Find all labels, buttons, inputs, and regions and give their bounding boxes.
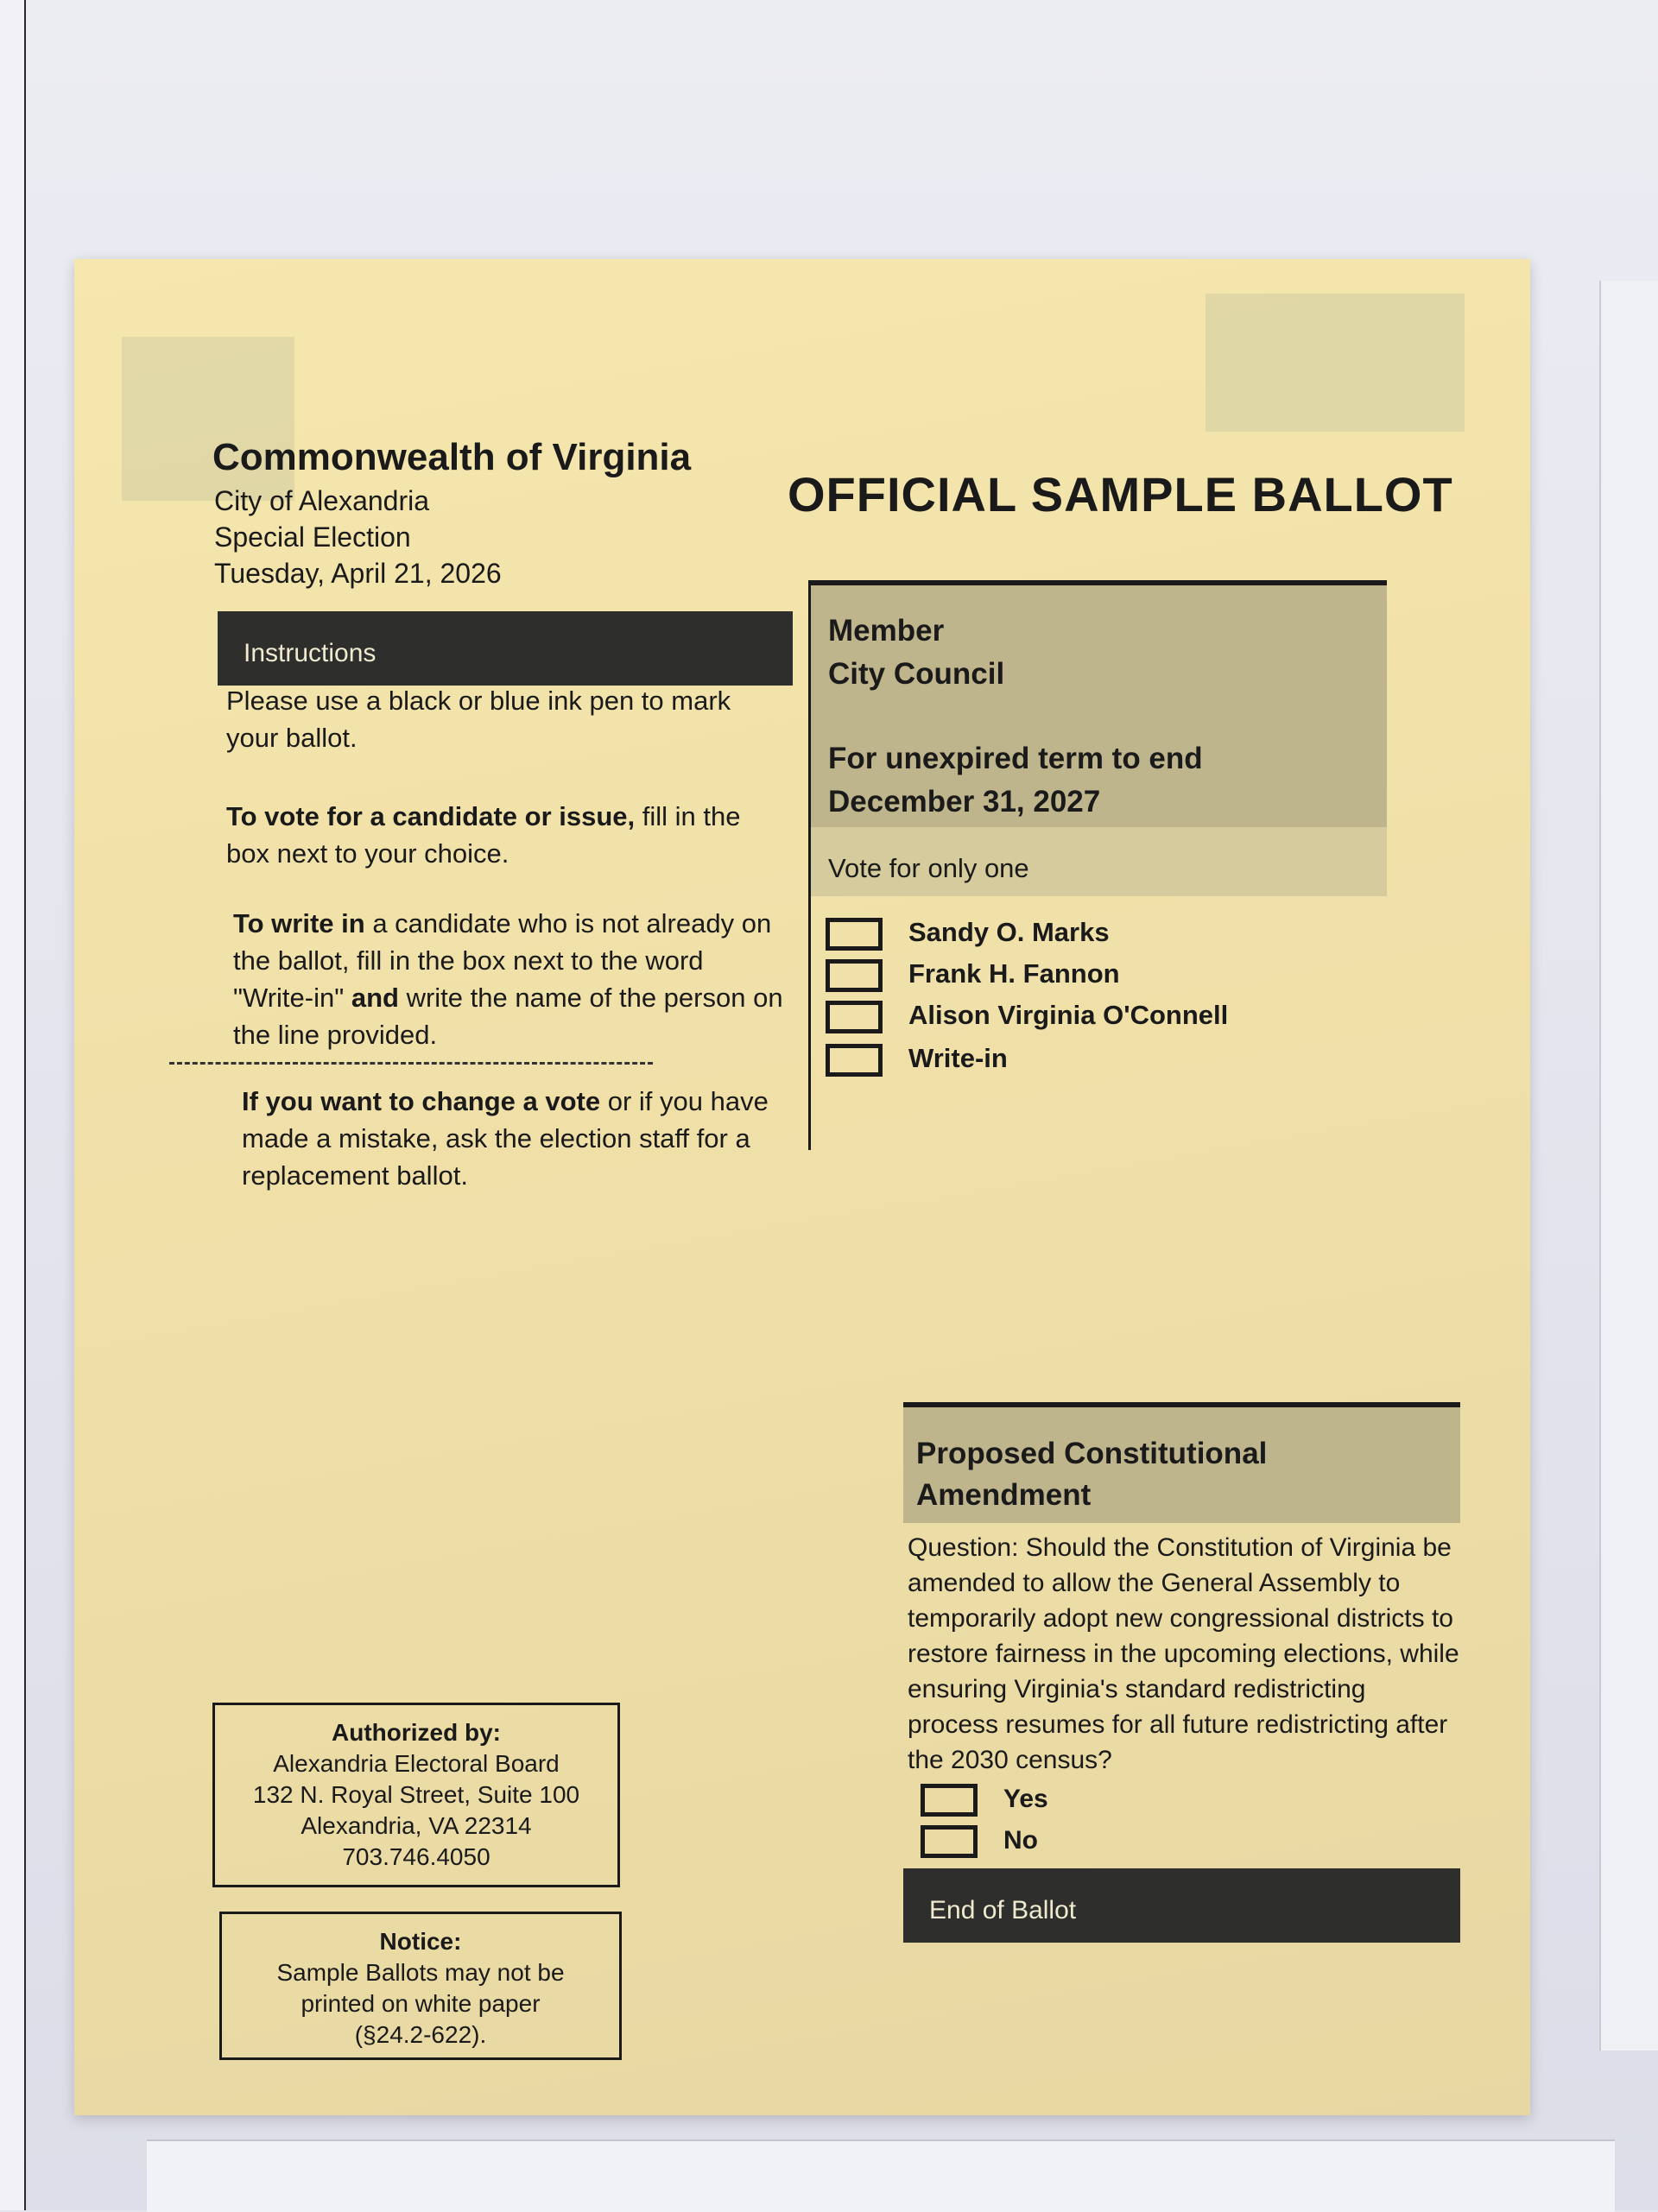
authorized-by-box xyxy=(212,1703,620,1887)
candidate-option[interactable] xyxy=(826,958,1120,993)
checkbox[interactable] xyxy=(826,1044,883,1077)
checkbox[interactable] xyxy=(826,959,883,992)
amendment-question: Question: Should the Constitution of Virginia be amended to allow the General Assembly to temporarily adopt new congressional districts to restore fairness in the upcoming elections, while ensuring Virginia's standard redistricting process resumes for all future redistricting after the 2030 census? xyxy=(908,1533,1459,1774)
adjacent-paper-left xyxy=(0,0,26,2210)
instruction-vote-text: fill in the box next to your choice. xyxy=(226,801,741,869)
candidate-name: Sandy O. Marks xyxy=(908,917,1110,947)
election-type: Special Election xyxy=(214,521,411,553)
term-line2: December 31, 2027 xyxy=(828,785,1101,818)
authorized-line: Alexandria Electoral Board xyxy=(273,1750,560,1777)
option-label: Yes xyxy=(1003,1784,1048,1813)
option-label: No xyxy=(1003,1825,1038,1855)
authorized-line: 132 N. Royal Street, Suite 100 xyxy=(252,1781,580,1808)
notice-line: printed on white paper xyxy=(301,1990,541,2017)
instruction-change xyxy=(242,1083,794,1194)
checkbox[interactable] xyxy=(921,1784,978,1817)
contest-heading xyxy=(811,585,1387,827)
instruction-writein xyxy=(233,905,786,1053)
amendment-heading xyxy=(903,1407,1460,1523)
authorized-line: 703.746.4050 xyxy=(342,1843,490,1870)
state-title: Commonwealth of Virginia xyxy=(212,436,692,478)
authorized-line: Alexandria, VA 22314 xyxy=(301,1812,532,1839)
checkbox[interactable] xyxy=(826,1001,883,1033)
checkbox[interactable] xyxy=(921,1825,978,1858)
candidate-name: Frank H. Fannon xyxy=(908,958,1120,989)
adjacent-paper-right xyxy=(1599,281,1658,2051)
office-title-line1: Member xyxy=(828,614,945,648)
instruction-change-bold: If you want to change a vote xyxy=(242,1086,601,1116)
candidate-option[interactable] xyxy=(826,1000,1228,1034)
instruction-writein-rest: write the name of the person on the line provided. xyxy=(233,983,783,1050)
sample-ballot-sheet xyxy=(74,259,1530,2115)
instructions-heading: Instructions xyxy=(218,611,793,686)
write-in-line[interactable] xyxy=(169,1062,653,1065)
adjacent-paper-bottom xyxy=(147,2139,1615,2212)
candidate-name: Write-in xyxy=(908,1043,1008,1073)
city-name: City of Alexandria xyxy=(214,485,430,516)
election-date: Tuesday, April 21, 2026 xyxy=(214,558,502,589)
vote-instruction: Vote for only one xyxy=(811,827,1387,896)
notice-line: Sample Ballots may not be xyxy=(276,1959,565,1986)
ballot-title: OFFICIAL SAMPLE BALLOT xyxy=(788,467,1453,521)
candidate-option[interactable] xyxy=(826,1043,1008,1078)
instruction-vote-bold: To vote for a candidate or issue, xyxy=(226,801,636,831)
tape-mark xyxy=(1206,294,1465,432)
instruction-pen-text: Please use a black or blue ink pen to mark your ballot. xyxy=(226,686,731,753)
office-title-line2: City Council xyxy=(828,657,1005,691)
checkbox[interactable] xyxy=(826,918,883,951)
notice-box xyxy=(219,1912,622,2060)
instruction-vote xyxy=(226,798,779,872)
amendment-heading-line2: Amendment xyxy=(916,1478,1092,1512)
authorized-heading: Authorized by: xyxy=(332,1719,501,1746)
candidate-name: Alison Virginia O'Connell xyxy=(908,1000,1229,1030)
instruction-writein-text: a candidate who is not already on the ballot, fill in the box next to the word "Write-in" xyxy=(233,908,772,1013)
amendment-heading-line1: Proposed Constitutional xyxy=(916,1437,1268,1470)
instruction-pen xyxy=(226,682,779,756)
amendment-option[interactable] xyxy=(921,1784,1048,1817)
end-of-ballot-bar: End of Ballot xyxy=(903,1868,1460,1943)
notice-line: (§24.2-622). xyxy=(354,2021,487,2048)
instruction-writein-and: and xyxy=(351,983,399,1013)
candidate-option[interactable] xyxy=(826,917,1110,951)
amendment-option[interactable] xyxy=(921,1825,1038,1858)
term-line1: For unexpired term to end xyxy=(828,742,1203,775)
instruction-change-text: or if you have made a mistake, ask the election staff for a replacement ballot. xyxy=(242,1086,769,1191)
instruction-writein-bold: To write in xyxy=(233,908,365,939)
notice-heading: Notice: xyxy=(379,1928,462,1955)
